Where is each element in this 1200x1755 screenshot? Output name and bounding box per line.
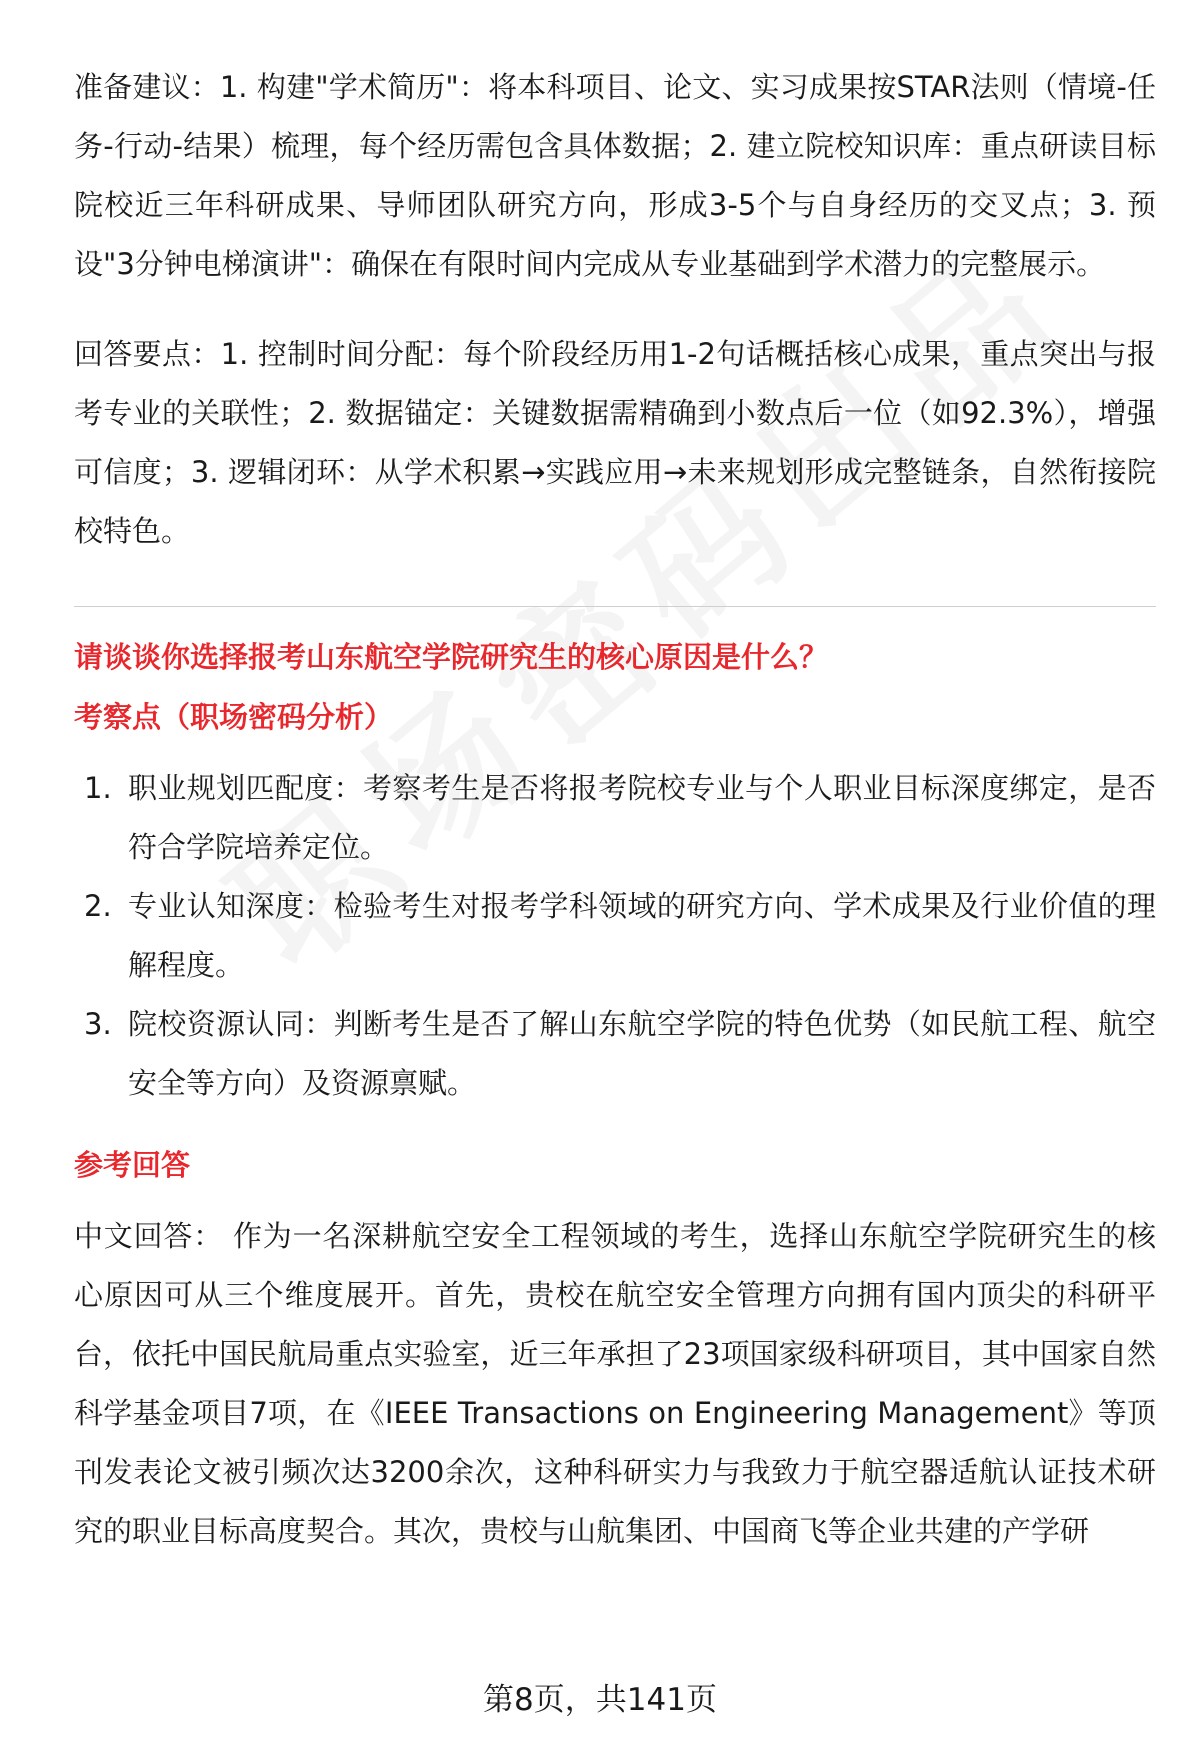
list-item-text: 院校资源认同：判断考生是否了解山东航空学院的特色优势（如民航工程、航空安全等方向）及资源禀赋。 (128, 1007, 1156, 1100)
page-footer: 第8页，共141页 (483, 1682, 717, 1718)
list-item-text: 职业规划匹配度：考察考生是否将报考院校专业与个人职业目标深度绑定，是否符合学院培养定位。 (128, 771, 1156, 864)
list-item (74, 995, 1156, 1113)
exam-points-heading: 考察点（职场密码分析） (74, 700, 394, 734)
exam-points-list (74, 759, 1156, 1113)
chinese-answer-paragraph: 中文回答： 作为一名深耕航空安全工程领域的考生，选择山东航空学院研究生的核心原因可从三个维度展开。首先，贵校在航空安全管理方向拥有国内顶尖的科研平台，依托中国民航局重点实验室，近三年承担了23项国家级科研项目，其中国家自然科学基金项目7项，在《IEEE Transactions on Engineering Management》等顶刊发表论文被引频次达3200余次，这种科研实力与我致力于航空器适航认证技术研究的职业目标高度契合。其次，贵校与山航集团、中国商飞等企业共建的产学研 (74, 1219, 1156, 1548)
prep-suggestion-paragraph: 准备建议：1. 构建"学术简历"：将本科项目、论文、实习成果按STAR法则（情境-任务-行动-结果）梳理，每个经历需包含具体数据；2. 建立院校知识库：重点研读目标院校近三年科研成果、导师团队研究方向，形成3-5个与自身经历的交叉点；3. 预设"3分钟电梯演讲"：确保在有限时间内完成从专业基础到学术潜力的完整展示。 (74, 70, 1156, 281)
document-page (74, 58, 1156, 1561)
list-item-number: 3. (84, 1007, 112, 1041)
reference-answer-heading: 参考回答 (74, 1148, 191, 1182)
list-item-number: 1. (84, 771, 112, 805)
list-item (74, 759, 1156, 877)
question-heading: 请谈谈你选择报考山东航空学院研究生的核心原因是什么？ (74, 640, 829, 674)
answer-points-paragraph: 回答要点：1. 控制时间分配：每个阶段经历用1-2句话概括核心成果，重点突出与报考专业的关联性；2. 数据锚定：关键数据需精确到小数点后一位（如92.3%），增强可信度；3. 逻辑闭环：从学术积累→实践应用→未来规划形成完整链条，自然衔接院校特色。 (74, 337, 1156, 548)
list-item (74, 877, 1156, 995)
list-item-number: 2. (84, 889, 112, 923)
list-item-text: 专业认知深度：检验考生对报考学科领域的研究方向、学术成果及行业价值的理解程度。 (128, 889, 1156, 982)
section-divider (74, 606, 1156, 607)
